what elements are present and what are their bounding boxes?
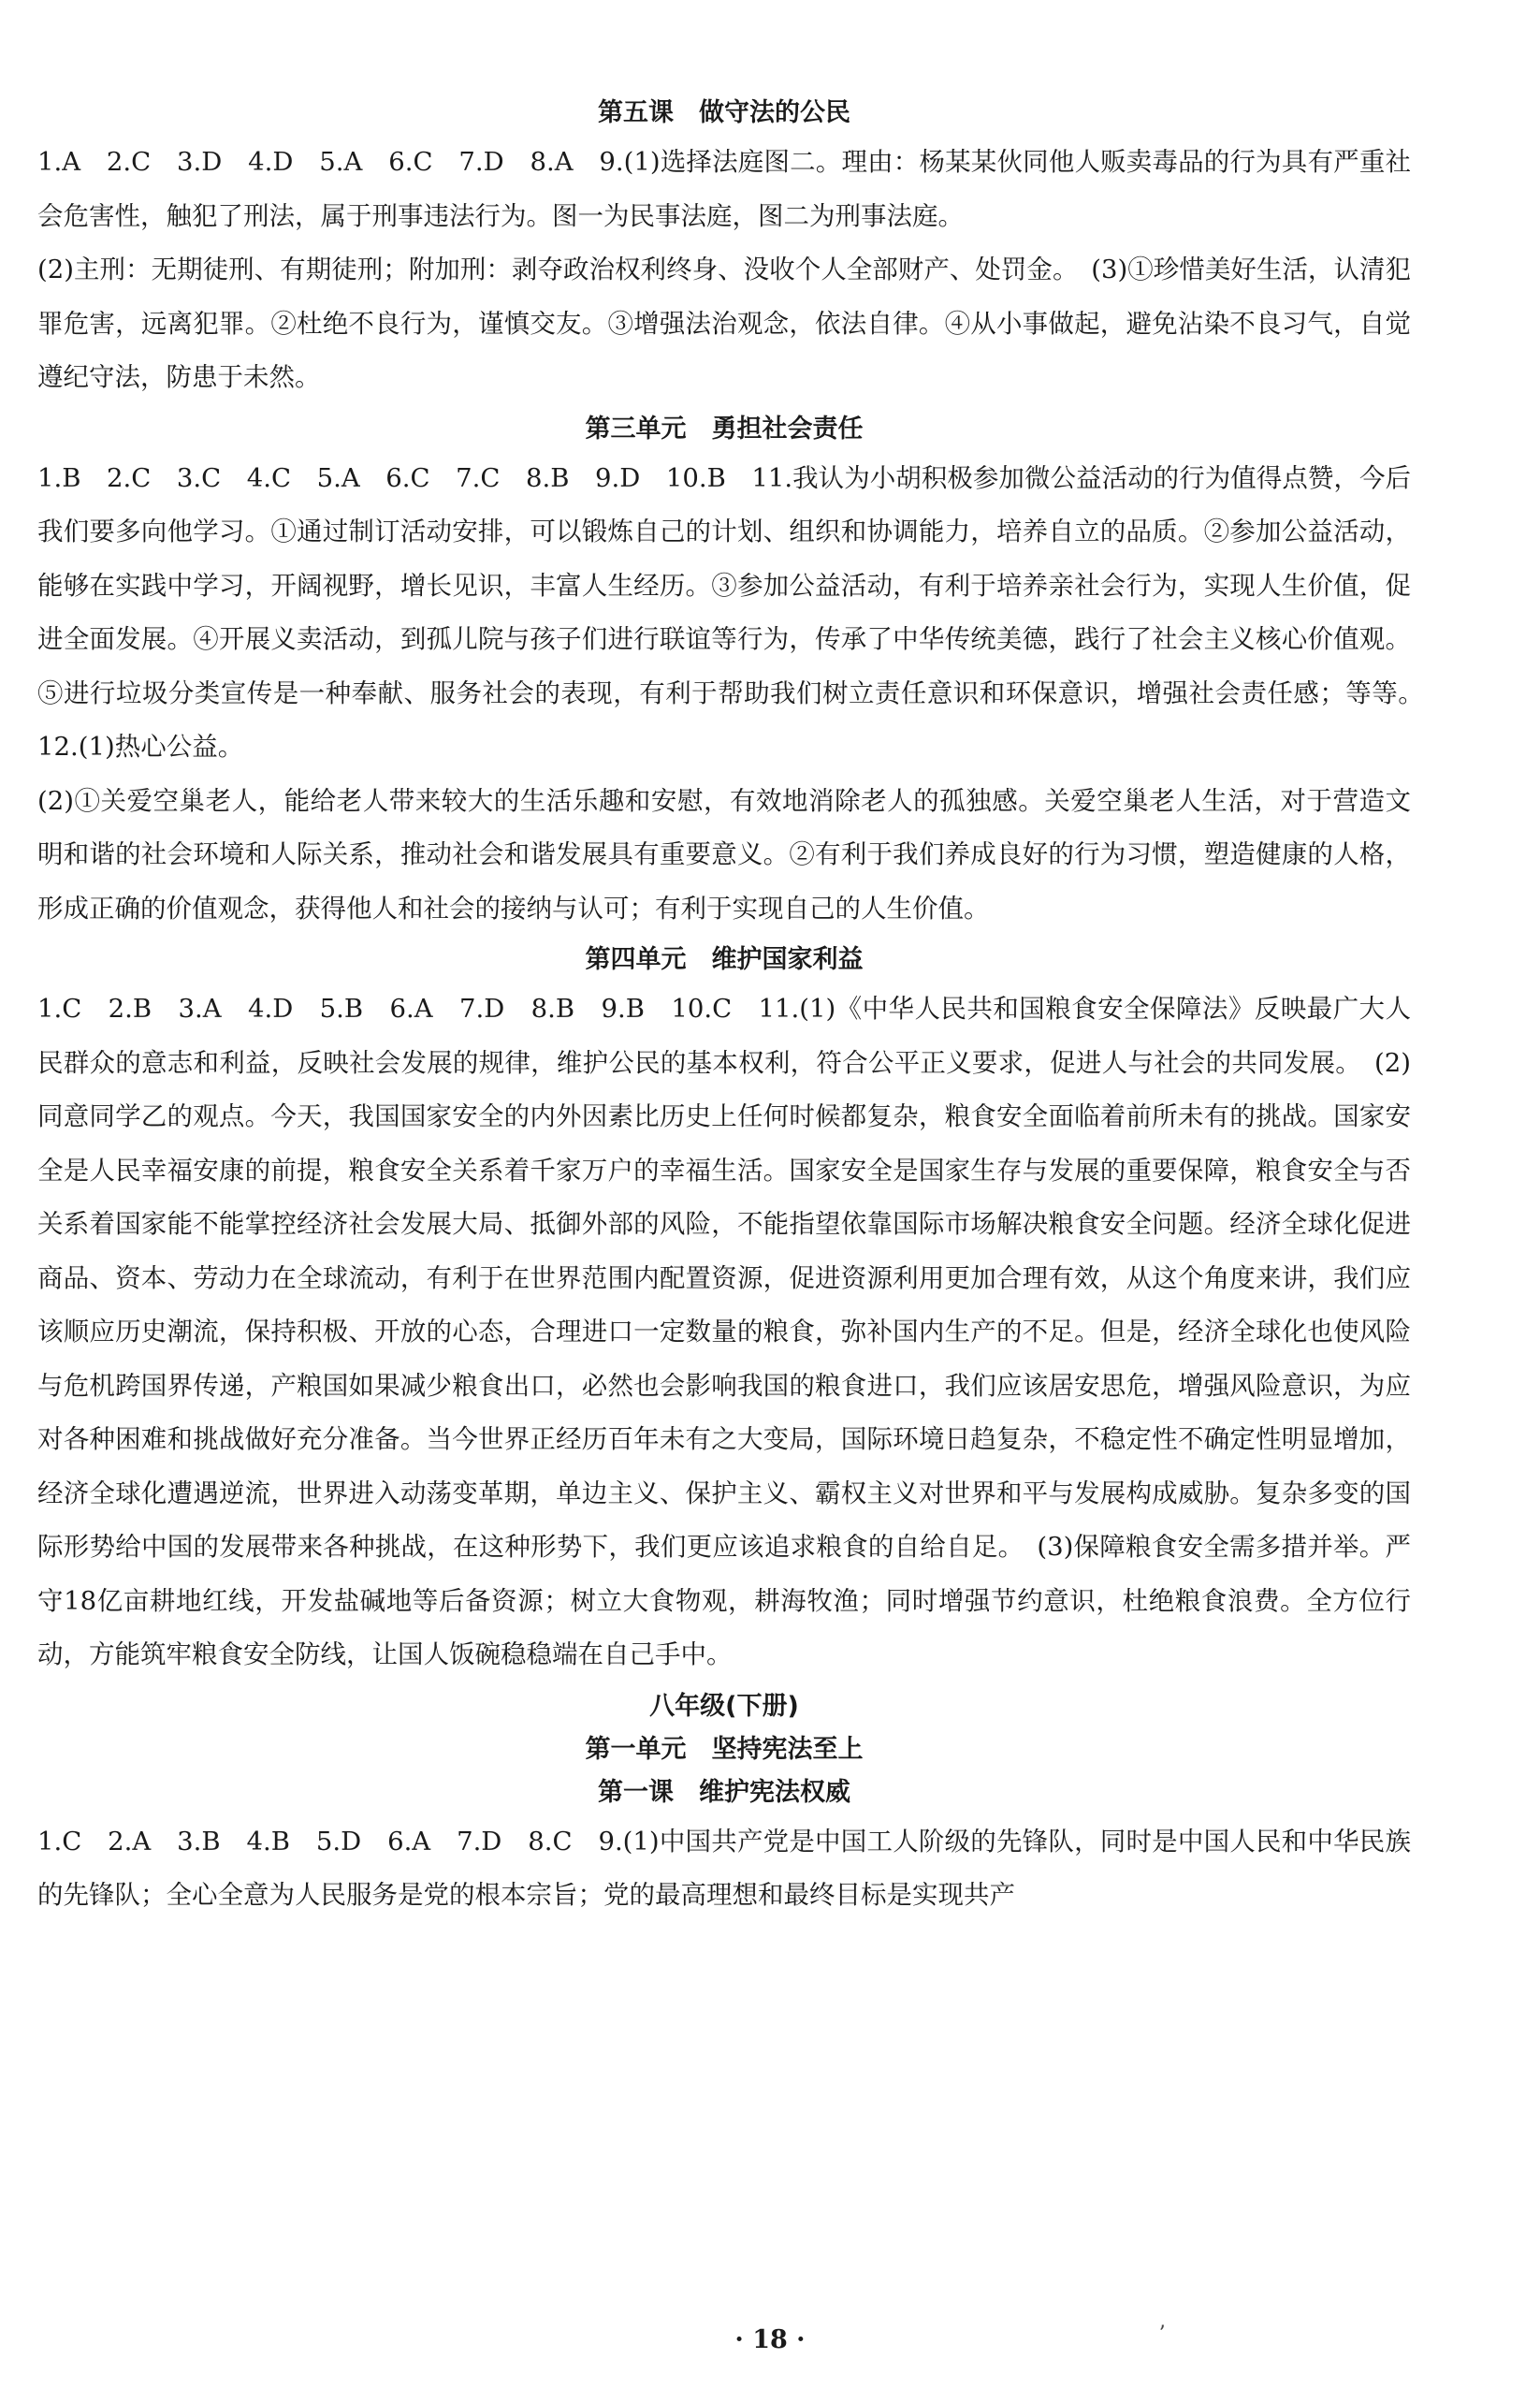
unit-heading: 第一单元 坚持宪法至上	[585, 1734, 864, 1764]
section-heading: 第四单元 维护国家利益	[585, 945, 864, 974]
stray-mark: ʼ	[1158, 2322, 1165, 2346]
answer-paragraph: 1.B 2.C 3.C 4.C 5.A 6.C 7.C 8.B 9.D 10.B 11.我认为小胡积极参加微公益活动的行为值得点赞，今后我们要多向他学习。①通过制订活动安排，可以锻炼自己的计划、组织和协调能力，培养自立的品质。②参加公益活动，能够在实践中学习，开阔视野，增长见识，丰富人生经历。③参加公益活动，有利于培养亲社会行为，实现人生价值，促进全面发展。④开展义卖活动，到孤儿院与孩子们进行联谊等行为，传承了中华传统美德，践行了社会主义核心价值观。⑤进行垃圾分类宣传是一种奉献、服务社会的表现，有利于帮助我们树立责任意识和环保意识，增强社会责任感；等等。 12.(1)热心公益。	[37, 462, 1437, 762]
page-number: · 18 ·	[734, 2325, 806, 2354]
answer-paragraph: 1.C 2.A 3.B 4.B 5.D 6.A 7.D 8.C 9.(1)中国共产党是中国工人阶级的先锋队，同时是中国人民和中华民族的先锋队；全心全意为人民服务是党的根本宗旨；党的最高理想和最终目标是实现共产	[37, 1826, 1411, 1910]
section-heading: 第五课 做守法的公民	[598, 98, 850, 127]
answer-page	[37, 89, 1437, 1923]
section-lesson-5	[37, 95, 1411, 405]
section-heading: 第三单元 勇担社会责任	[585, 414, 864, 444]
section-unit-4	[37, 941, 1411, 1682]
answer-paragraph: (2)①关爱空巢老人，能给老人带来较大的生活乐趣和安慰，有效地消除老人的孤独感。关爱空巢老人生活，对于营造文明和谐的社会环境和人际关系，推动社会和谐发展具有重要意义。②有利于我们养成良好的行为习惯，塑造健康的人格，形成正确的价值观念，获得他人和社会的接纳与认可；有利于实现自己的人生价值。	[37, 785, 1411, 924]
answer-paragraph: 1.C 2.B 3.A 4.D 5.B 6.A 7.D 8.B 9.B 10.C 11.(1)《中华人民共和国粮食安全保障法》反映最广大人民群众的意志和利益，反映社会发展的规律，维护公民的基本权利，符合公平正义要求，促进人与社会的共同发展。 (2)同意同学乙的观点。今天，我国国家安全的内外因素比历史上任何时候都复杂，粮食安全面临着前所未有的挑战。国家安全是人民幸福安康的前提，粮食安全关系着千家万户的幸福生活。国家安全是国家生存与发展的重要保障，粮食安全与否关系着国家能不能掌控经济社会发展大局、抵御外部的风险，不能指望依靠国际市场解决粮食安全问题。经济全球化促进商品、资本、劳动力在全球流动，有利于在世界范围内配置资源，促进资源利用更加合理有效，从这个角度来讲，我们应该顺应历史潮流，保持积极、开放的心态，合理进口一定数量的粮食，弥补国内生产的不足。但是，经济全球化也使风险与危机跨国界传递，产粮国如果减少粮食出口，必然也会影响我国的粮食进口，我们应该居安思危，增强风险意识，为应对各种困难和挑战做好充分准备。当今世界正经历百年未有之大变局，国际环境日趋复杂，不稳定性不确定性明显增加，经济全球化遭遇逆流，世界进入动荡变革期，单边主义、保护主义、霸权主义对世界和平与发展构成威胁。复杂多变的国际形势给中国的发展带来各种挑战，在这种形势下，我们更应该追求粮食的自给自足。 (3)保障粮食安全需多措并举。严守18亿亩耕地红线，开发盐碱地等后备资源；树立大食物观，耕海牧渔；同时增强节约意识，杜绝粮食浪费。全方位行动，方能筑牢粮食安全防线，让国人饭碗稳稳端在自己手中。	[37, 994, 1411, 1669]
answer-paragraph: (2)主刑：无期徒刑、有期徒刑；附加刑：剥夺政治权利终身、没收个人全部财产、处罚金。 (3)①珍惜美好生活，认清犯罪危害，远离犯罪。②杜绝不良行为，谨慎交友。③增强法治观念，依法自律。④从小事做起，避免沾染不良习气，自觉遵纪守法，防患于未然。	[37, 255, 1411, 392]
grade-heading: 八年级(下册)	[649, 1691, 799, 1721]
lesson-heading: 第一课 维护宪法权威	[598, 1777, 850, 1807]
answer-paragraph: 1.A 2.C 3.D 4.D 5.A 6.C 7.D 8.A 9.(1)选择法庭图二。理由：杨某某伙同他人贩卖毒品的行为具有严重社会危害性，触犯了刑法，属于刑事违法行为。图一为民事法庭，图二为刑事法庭。	[37, 147, 1411, 231]
section-unit-3	[37, 411, 1437, 937]
